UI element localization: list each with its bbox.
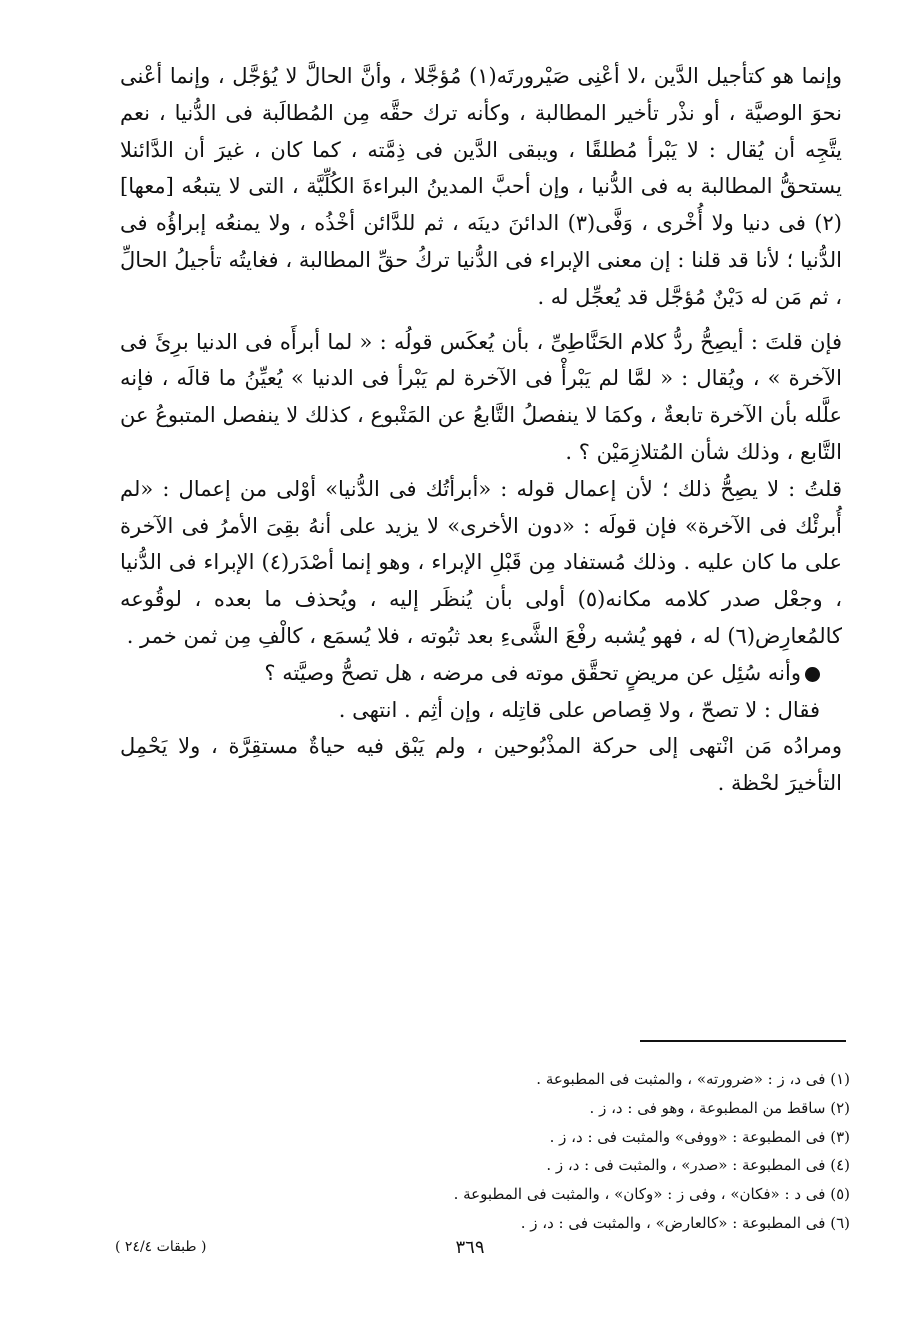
page-footer: [0, 1237, 917, 1267]
footnote-1: (١) فى د، ز : «ضرورته» ، والمثبت فى المطبوعة .: [536, 1070, 850, 1088]
main-text-block: [120, 58, 842, 802]
footnote-4: (٤) فى المطبوعة : «صدر» ، والمثبت فى : د، ز .: [546, 1156, 850, 1175]
paragraph-1: وإنما هو كتأجيل الدَّين ،لا أعْنِى صَيْرورتَه(١) مُؤجَّلا ، وأنَّ الحالَّ لا يُؤجَّل ، وإنما أعْنى نحوَ الوصيَّة ، أو نذْر تأخير المطالبة ، وكأنه ترك حقَّه مِن المُطالَبة فى الدُّنيا ، نعم يتَّجِه أن يُقال : لا يَبْرأ مُطلقًا ، ويبقى الدَّين فى ذِمَّته ، كما كان ، غيرَ أن الدَّائنلا يستحقُّ المطالبة به فى الدُّنيا ، وإن أحبَّ المدينُ البراءةَ الكُلِّيَّة ، التى لا يتبعُه [معها](٢) فى دنيا ولا أُخْرى ، وَفَّى(٣) الدائنَ دينَه ، ثم للدَّائن أخْذُه ، ولا يمنعُه إبراؤُه فى الدُّنيا ؛ لأنا قد قلنا : إن معنى الإبراء فى الدُّنيا تركُ حقِّ المطالبة ، فغايتُه تأجيلُ الحالِّ ، ثم مَن له دَيْنٌ مُؤجَّل قد يُعجِّل له .: [120, 64, 842, 309]
footnote-3: (٣) فى المطبوعة : «ووفى» والمثبت فى : د، ز .: [549, 1127, 850, 1146]
footnote-separator: [640, 1040, 846, 1042]
volume-reference: ( طبقات ٢٤/٤ ): [115, 1239, 207, 1255]
footnotes: [380, 1065, 850, 1238]
paragraph-4: [120, 655, 842, 692]
paragraph-5: فقال : لا تصحّ ، ولا قِصاص على قاتِله ، وإن أثِم . انتهى .: [338, 697, 820, 722]
paragraph-6: ومرادُه مَن انْتهى إلى حركة المذْبُوحين ، ولم يَبْق فيه حياةٌ مستقِرَّة ، ولا يَحْمِل التأخيرَ لحْظة .: [120, 734, 842, 796]
page-number: ٣٦٩: [455, 1237, 485, 1258]
bullet-icon: [805, 667, 820, 682]
paragraph-4-text: وأنه سُئِل عن مريضٍ تحقَّق موته فى مرضه ، هل تصحُّ وصيَّته ؟: [264, 660, 801, 685]
footnote-6: (٦) فى المطبوعة : «كالعارض» ، والمثبت فى : د، ز .: [520, 1213, 850, 1232]
footnote-2: (٢) ساقط من المطبوعة ، وهو فى : د، ز .: [589, 1098, 850, 1117]
paragraph-2: فإن قلتَ : أيصِحُّ ردُّ كلام الحَنَّاطِىِّ ، بأن يُعكَس قولُه : « لما أبرأَه فى الدنيا برِئَ فى الآخرة » ، ويُقال : « لمَّا لم يَبْرأْ فى الآخرة لم يَبْرأ فى الدنيا » يُعيِّنُ ما قالَه ، فإنه علَّله بأن الآخرة تابعةٌ ، وكمَا لا ينفصلُ التَّابعُ عن المَتْبوع ، كذلك لا ينفصل المتبوعُ عن التَّابع ، وذلك شأن المُتلازِمَيْن ؟ .: [120, 329, 842, 464]
paragraph-3: قلتُ : لا يصِحُّ ذلك ؛ لأن إعمال قوله : «أبرأتُك فى الدُّنيا» أوْلى من إعمال : «لم أُبرئْك فى الآخرة» فإن قولَه : «دون الأخرى» لا يزيد على أنهُ بقِىَ الأمرُ فى الآخرة على ما كان عليه . وذلك مُستفاد مِن قَبْلِ الإبراء ، وهو إنما أصْدَر(٤) الإبراء فى الدُّنيا ، وجعْل صدر كلامه مكانه(٥) أولى بأن يُنظَر إليه ، ويُحذف ما بعده ، لوقُوعه كالمُعارِض(٦) له ، فهو يُشبه رفْعَ الشَّىءِ بعد ثبُوته ، فلا يُسمَع ، كالْفِ مِن ثمن خمر .: [120, 476, 842, 648]
footnote-5: (٥) فى د : «فكان» ، وفى ز : «وكان» ، والمثبت فى المطبوعة .: [453, 1185, 850, 1204]
